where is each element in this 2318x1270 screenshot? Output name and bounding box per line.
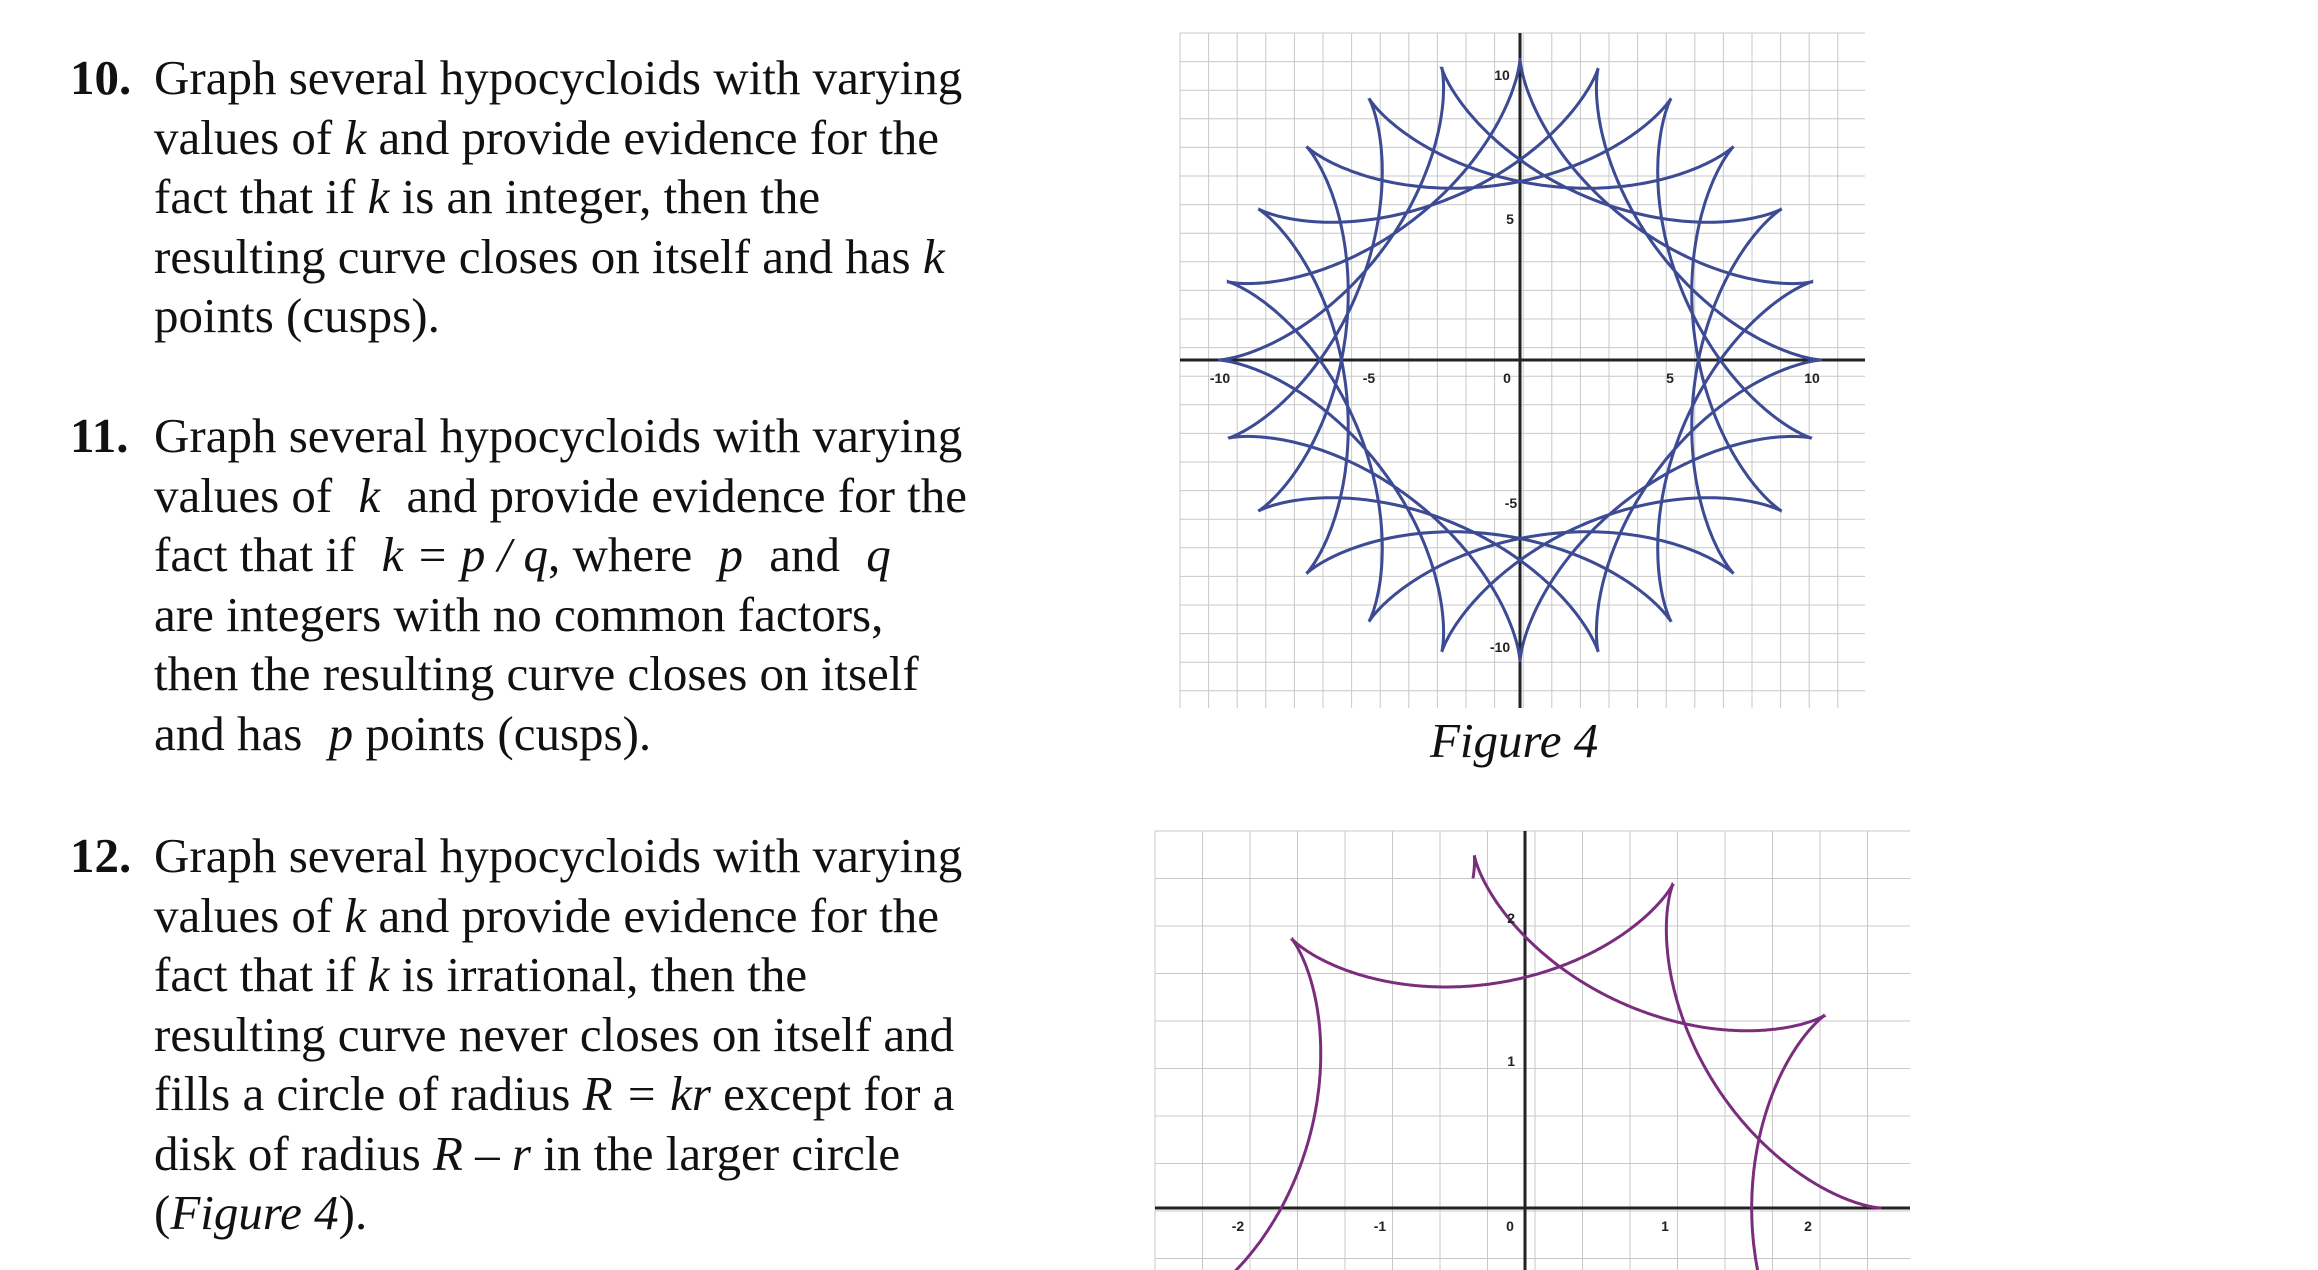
tick-label-x-5: 5: [1666, 370, 1674, 386]
text-line: values of k and provide evidence for the: [154, 467, 968, 523]
tick-label-origin: 0: [1506, 1218, 1514, 1234]
tick-label-y-10: 10: [1494, 67, 1510, 83]
text-line: fills a circle of radius R = kr except for a: [154, 1066, 955, 1121]
figure-4-hypocycloid-plot: [1175, 28, 1865, 708]
text-line: (Figure 4).: [154, 1185, 368, 1240]
problem-11: [70, 406, 967, 763]
text-line: points (cusps).: [154, 288, 440, 343]
tick-label-x-neg5: -5: [1362, 370, 1376, 386]
tick-label-x-1: 1: [1661, 1218, 1669, 1234]
text-line: are integers with no common factors,: [154, 586, 884, 642]
problem-10: [70, 48, 962, 346]
problem-number: 12.: [70, 828, 132, 883]
tick-label-x-neg1: -1: [1373, 1218, 1387, 1234]
problem-number: 10.: [70, 50, 132, 105]
text-line: fact that if k is an integer, then the: [154, 169, 821, 224]
tick-label-y-5: 5: [1506, 211, 1514, 227]
text-line: Graph several hypocycloids with varying: [154, 408, 963, 463]
problem-number: 11.: [70, 408, 129, 463]
text-line: resulting curve never closes on itself and: [154, 1006, 955, 1062]
grid: [1180, 33, 1865, 708]
problem-12: [70, 826, 962, 1243]
text-line: disk of radius R – r in the larger circle: [154, 1125, 901, 1181]
text-line: values of k and provide evidence for the: [154, 109, 940, 165]
tick-label-x-2: 2: [1804, 1218, 1812, 1234]
tick-label-x-neg10: -10: [1209, 370, 1231, 386]
text-line: Graph several hypocycloids with varying: [154, 828, 963, 883]
tick-label-x-10: 10: [1804, 370, 1820, 386]
tick-label-y-1: 1: [1507, 1053, 1515, 1069]
text-line: values of k and provide evidence for the: [154, 887, 940, 943]
grid: [1155, 831, 1910, 1270]
text-line: resulting curve closes on itself and has k: [154, 228, 945, 284]
text-line: and has p points (cusps).: [154, 705, 652, 761]
text-line: fact that if k = p / q, where p and q: [154, 527, 891, 582]
tick-label-origin: 0: [1503, 370, 1511, 386]
text-line: fact that if k is irrational, then the: [154, 947, 808, 1002]
text-line: Graph several hypocycloids with varying: [154, 50, 963, 105]
tick-label-x-neg2: -2: [1231, 1218, 1245, 1234]
text-line: then the resulting curve closes on itself: [154, 646, 919, 701]
tick-label-y-neg10: -10: [1489, 639, 1511, 655]
tick-label-y-2: 2: [1507, 910, 1515, 926]
tick-label-y-neg5: -5: [1504, 495, 1518, 511]
figure-4-caption: Figure 4: [1430, 713, 1599, 768]
figure-hypocycloid-plot: [1150, 826, 1910, 1270]
